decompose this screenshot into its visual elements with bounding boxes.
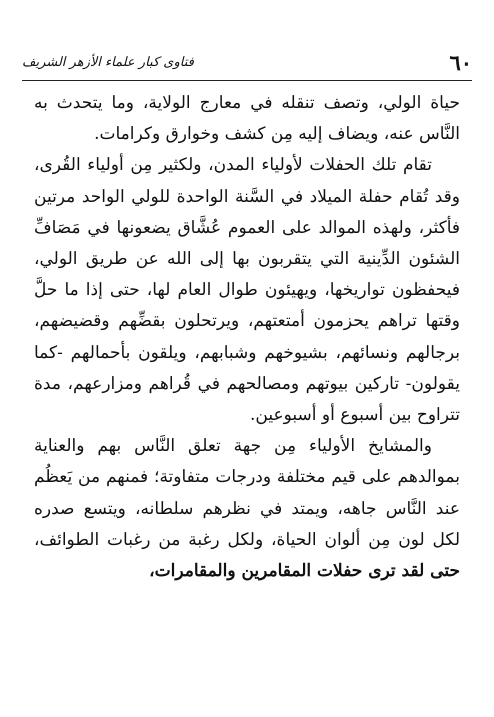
book-title: فتاوى كبار علماء الأزهر الشريف [22,55,194,70]
page-number: ٦٠ [449,50,472,75]
paragraph-1 [34,88,460,150]
paragraph-text: حياة الولي، وتصف تنقله في معارج الولاية، وما يتحدث به النَّاس عنه، ويضاف إليه مِن كشف وخوارق وكرامات. [34,93,460,145]
paragraph-2 [34,150,460,431]
bold-phrase: حتى لقد ترى حفلات المقامرين والمقامرات، [149,561,460,582]
header-divider [22,80,472,81]
paragraph-text: والمشايخ الأولياء مِن جهة تعلق النَّاس بهم والعناية بموالدهم على قيم مختلفة ودرجات متفاوتة؛ فمنهم من يَعظُم عند النَّاس جاهه، ويمتد في نظرهم سلطانه، ويتسع صدره لكل لون مِن ألوان الحياة، ولكل رغبة من رغبات الطوائف، [34,436,460,550]
page-body [34,88,460,587]
paragraph-text: تقام تلك الحفلات لأولياء المدن، ولكثير مِن أولياء القُرى، وقد تُقام حفلة الميلاد في السَّنة الواحدة للولي الواحد مرتين فأكثر، ولهذه الموالد على العموم عُشَّاق يضعونها في مَصَافِّ الشئون الدِّينية التي يتقربون بها إلى الله عن طريق الولي، فيحفظون تواريخها، ويهيئون طوال العام لها، حتى إذا ما حلَّ وقتها تراهم يحزمون أمتعتهم، ويرتحلون بقضِّهم وقضيضهم، برجالهم ونسائهم، بشيوخهم وشبابهم، ويلقون بأحمالهم -كما يقولون- تاركين بيوتهم ومصالحهم في قُراهم ومزارعهم، مدة تتراوح بين أسبوع أو أسبوعين. [34,155,460,426]
running-header [22,48,472,78]
paragraph-3 [34,431,460,587]
